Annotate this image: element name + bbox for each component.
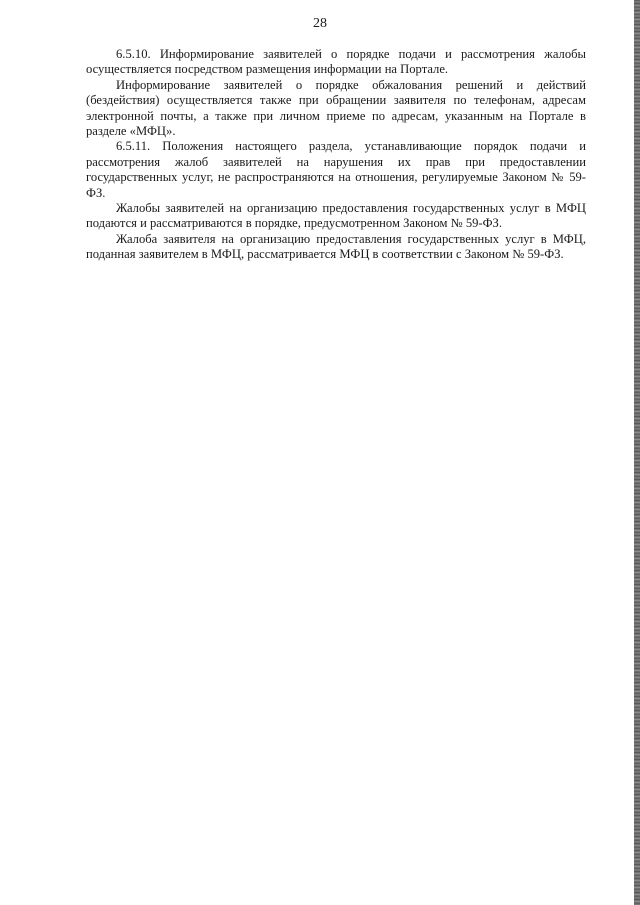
paragraph-informing-appeal: Информирование заявителей о порядке обжалования решений и действий (бездействия) осуществляется также при обращении заявителя по телефонам, адресам электронной почты, а также при личном приеме по адресам, указанным на Портале в разделе «МФЦ». [86, 77, 586, 139]
paragraph-complaint-review: Жалоба заявителя на организацию предоставления государственных услуг в МФЦ, поданная заявителем в МФЦ, рассматривается МФЦ в соответствии с Законом № 59-ФЗ. [86, 231, 586, 262]
paragraph-6-5-11: 6.5.11. Положения настоящего раздела, устанавливающие порядок подачи и рассмотрения жалоб заявителей на нарушения их прав при предоставлении государственных услуг, не распространяются на отношения, регулируемые Законом № 59-ФЗ. [86, 139, 586, 200]
page-number: 28 [313, 16, 327, 31]
document-body [86, 47, 586, 263]
paragraph-complaints-mfc: Жалобы заявителей на организацию предоставления государственных услуг в МФЦ подаются и рассматриваются в порядке, предусмотренном Законом № 59-ФЗ. [86, 201, 586, 231]
paragraph-6-5-10: 6.5.10. Информирование заявителей о порядке подачи и рассмотрения жалобы осуществляется посредством размещения информации на Портале. [86, 47, 586, 77]
scan-border [634, 0, 640, 905]
